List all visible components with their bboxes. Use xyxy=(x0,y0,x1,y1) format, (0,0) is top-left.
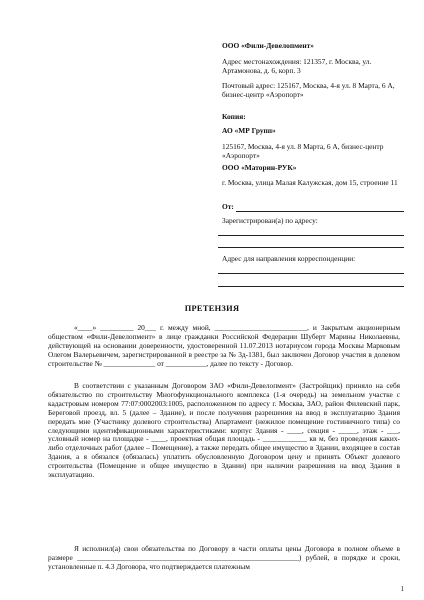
correspondence-label: Адрес для направления корреспонденции: xyxy=(222,254,356,263)
recipient-company: ООО «Фили-Девелопмент» xyxy=(222,41,314,50)
page-number: 1 xyxy=(400,585,404,593)
from-label: От: xyxy=(222,202,234,211)
copies-label: Копия: xyxy=(222,112,246,121)
copy-company-2: ООО «Маторин-РУК» xyxy=(222,163,297,172)
copy-company-1: АО «МР Групп» xyxy=(222,126,276,135)
from-line xyxy=(236,211,404,212)
copy-address-2: г. Москва, улица Малая Калужская, дом 15, строение 11 xyxy=(222,178,398,187)
registered-line-1 xyxy=(218,235,404,236)
registered-label: Зарегистрирован(а) по адресу: xyxy=(222,216,318,225)
paragraph-3: Я исполнил(а) свои обязательства по Договору в части оплаты цены Договора в полном объеме в размере ____________________________________________________________) рублей, в порядке и сроки, установленные п. 4.3 Договора, что подтверждается платежным xyxy=(48,544,400,571)
correspondence-line-2 xyxy=(218,286,404,287)
recipient-postal-address: Почтовый адрес: 125167, Москва, 4-я ул. 8 Марта, 6 А, бизнес-центр «Аэропорт» xyxy=(222,81,395,99)
copy-address-1: 125167, Москва, 4-я ул. 8 Марта, 6 А, бизнес-центр «Аэропорт» xyxy=(222,142,384,160)
paragraph-2: В соответствии с указанным Договором ЗАО «Фили-Девелопмент» (Застройщик) приняло на себя обязательство по строительству Многофункционального комплекса (1-я очередь) на земельном участке с кадастровым номером 77:07:0002003:1005, расположенном по адресу г. Москва, ЗАО, район Филевский парк, Береговой проезд, вл. 5 (далее – Здание), и после получения разрешения на ввод в эксплуатацию Здания передать мне (Участнику долевого строительства) Апартамент (нежилое помещение гостиничного типа) со следующими идентификационными характеристиками: корпус Здания - ____, секция - _____, этаж - ___, условный номер на площадке - ____, проектная общая площадь - ____________ кв м, без проведения каких-либо отделочных работ (далее – Помещение), а также передать общее имущество в Здании, входящее в состав Здания, а я обязался (обязалась) уплатить обусловленную Договором цену и принять Объект долевого строительства (Помещение и общее имущество в Здании) при наличии разрешения на ввод Здания в эксплуатацию. xyxy=(48,381,400,480)
recipient-legal-address: Адрес местонахождения: 121357, г. Москва, ул. Артамонова, д. 6, корп. 3 xyxy=(222,57,372,75)
paragraph-1: «____» _________ 20___ г. между мной, _________________________, и Закрытым акционерным обществом «Фили-Девелопмент» в лице гражданки Российской Федерации Шуберт Марины Николаевны, действующей на основании доверенности, удостоверенной 11.07.2013 нотариусом города Москвы Марковым Олегом Валерьевичем, зарегистрированной в реестре за № 3д-1381, был заключен Договор участия в долевом строительстве № ______________ от ___________, далее по тексту - Договор. xyxy=(48,323,400,368)
document-title: ПРЕТЕНЗИЯ xyxy=(184,304,240,313)
correspondence-line-1 xyxy=(218,273,404,274)
registered-line-2 xyxy=(218,247,404,248)
